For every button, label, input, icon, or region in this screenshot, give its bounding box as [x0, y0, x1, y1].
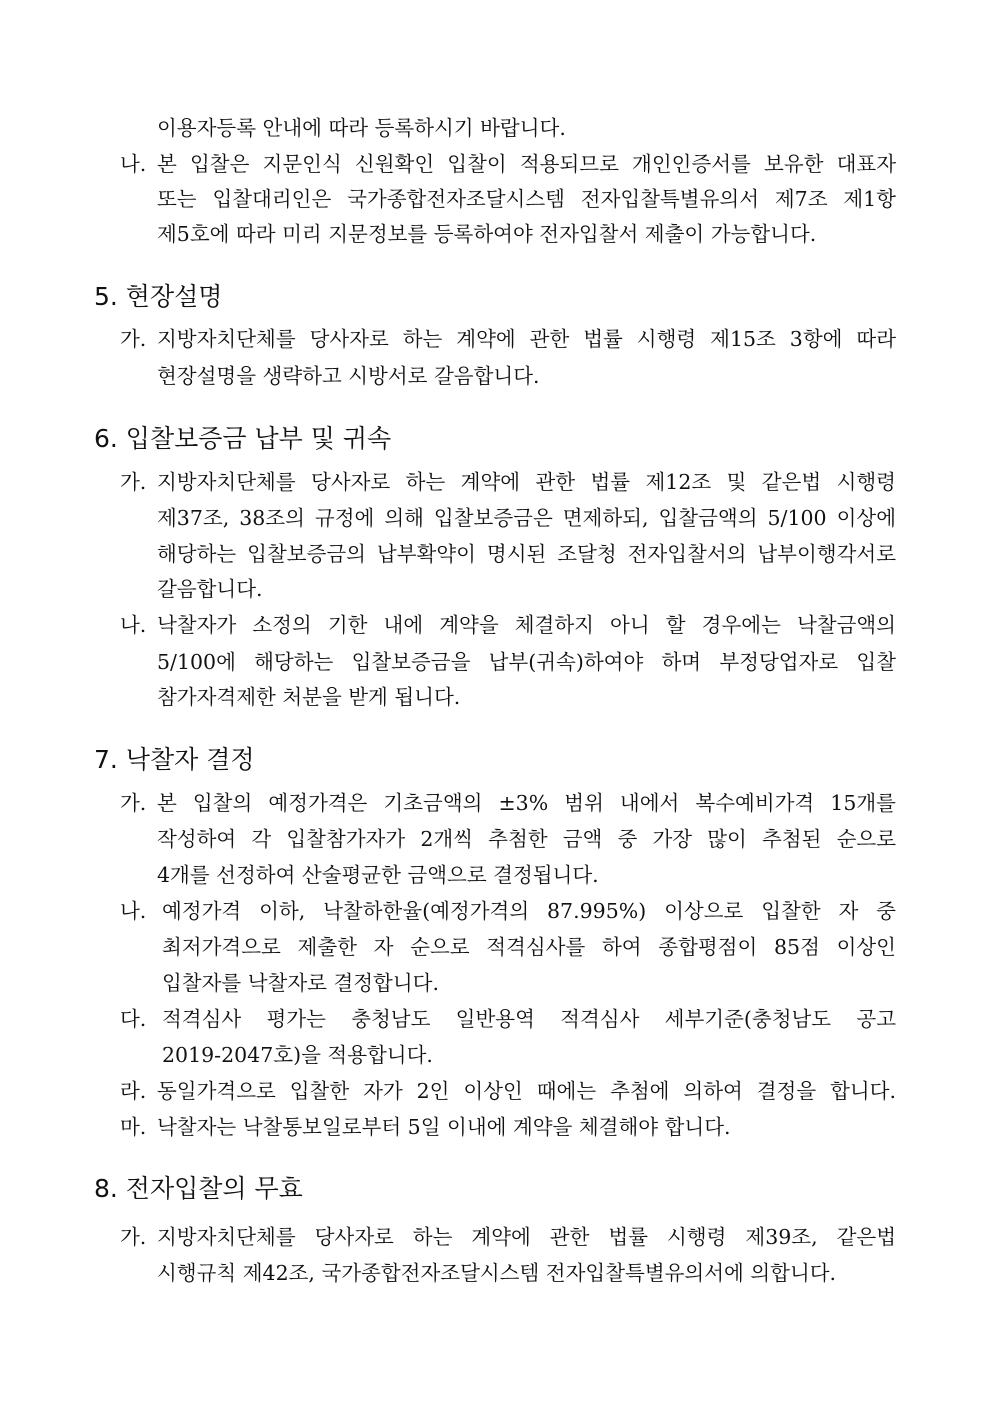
item-label: 나. — [120, 613, 147, 637]
item-label: 다. — [120, 1007, 147, 1031]
item-line: 4개를 선정하여 산술평균한 금액으로 결정됩니다. — [157, 863, 599, 887]
item-line: 갈음합니다. — [157, 577, 263, 601]
item-label: 라. — [120, 1079, 147, 1103]
item-line: 제37조, 38조의 규정에 의해 입찰보증금은 면제하되, 입찰금액의 5/100 이상에 — [157, 506, 896, 530]
item-label: 마. — [120, 1115, 147, 1139]
item-label: 나. — [120, 152, 147, 176]
item-label: 가. — [120, 791, 147, 815]
item-line: 동일가격으로 입찰한 자가 2인 이상인 때에는 추첨에 의하여 결정을 합니다. — [157, 1079, 896, 1103]
item-line: 입찰자를 낙찰자로 결정합니다. — [162, 971, 439, 995]
item-line: 낙찰자는 낙찰통보일로부터 5일 이내에 계약을 체결해야 합니다. — [157, 1115, 731, 1139]
item-line: 시행규칙 제42조, 국가종합전자조달시스템 전자입찰특별유의서에 의합니다. — [157, 1261, 837, 1285]
item-line: 또는 입찰대리인은 국가종합전자조달시스템 전자입찰특별유의서 제7조 제1항 — [157, 187, 896, 211]
item-line: 본 입찰의 예정가격은 기초금액의 ±3% 범위 내에서 복수예비가격 15개를 — [157, 791, 896, 815]
section-heading: 7. 낙찰자 결정 — [94, 745, 255, 774]
section-heading: 6. 입찰보증금 납부 및 귀속 — [94, 424, 392, 453]
item-line: 지방자치단체를 당사자로 하는 계약에 관한 법률 시행령 제15조 3항에 따라 — [157, 327, 896, 351]
continuation-line: 이용자등록 안내에 따라 등록하시기 바랍니다. — [157, 116, 566, 140]
item-label: 나. — [120, 899, 147, 923]
item-line: 지방자치단체를 당사자로 하는 계약에 관한 법률 시행령 제39조, 같은법 — [157, 1225, 896, 1249]
item-line: 제5호에 따라 미리 지문정보를 등록하여야 전자입찰서 제출이 가능합니다. — [157, 222, 817, 246]
item-line: 최저가격으로 제출한 자 순으로 적격심사를 하여 종합평점이 85점 이상인 — [162, 935, 896, 959]
item-label: 가. — [120, 1225, 147, 1249]
item-line: 예정가격 이하, 낙찰하한율(예정가격의 87.995%) 이상으로 입찰한 자 중 — [162, 899, 896, 923]
item-line: 2019-2047호)을 적용합니다. — [162, 1043, 433, 1067]
item-line: 본 입찰은 지문인식 신원확인 입찰이 적용되므로 개인인증서를 보유한 대표자 — [157, 152, 896, 176]
section-heading: 5. 현장설명 — [94, 282, 223, 311]
item-line: 5/100에 해당하는 입찰보증금을 납부(귀속)하여야 하며 부정당업자로 입찰 — [157, 650, 896, 674]
item-line: 지방자치단체를 당사자로 하는 계약에 관한 법률 제12조 및 같은법 시행령 — [157, 470, 896, 494]
item-label: 가. — [120, 470, 147, 494]
item-line: 참가자격제한 처분을 받게 됩니다. — [157, 685, 461, 709]
item-line: 해당하는 입찰보증금의 납부확약이 명시된 조달청 전자입찰서의 납부이행각서로 — [157, 542, 896, 566]
item-line: 현장설명을 생략하고 시방서로 갈음합니다. — [157, 364, 540, 388]
item-line: 적격심사 평가는 충청남도 일반용역 적격심사 세부기준(충청남도 공고 — [162, 1007, 896, 1031]
item-line: 작성하여 각 입찰참가자가 2개씩 추첨한 금액 중 가장 많이 추첨된 순으로 — [157, 827, 896, 851]
item-label: 가. — [120, 327, 147, 351]
item-line: 낙찰자가 소정의 기한 내에 계약을 체결하지 아니 할 경우에는 낙찰금액의 — [157, 613, 896, 637]
section-heading: 8. 전자입찰의 무효 — [94, 1174, 303, 1203]
